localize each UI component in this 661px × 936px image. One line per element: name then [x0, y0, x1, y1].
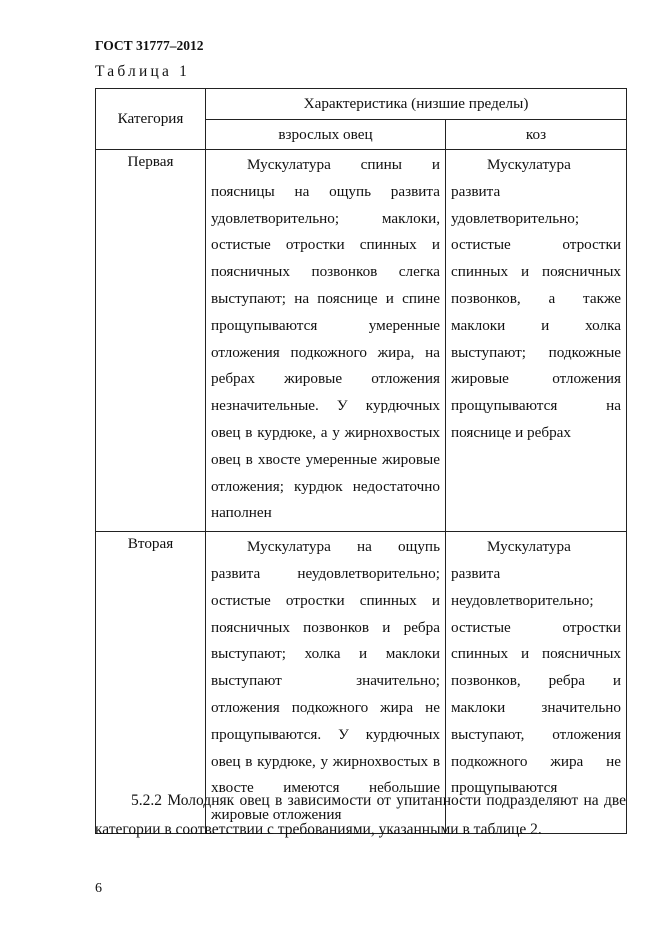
row-category: Вторая — [96, 532, 206, 834]
header-category: Категория — [96, 89, 206, 150]
row-goats-description: Мускулатура развита неудовлетворительно; остистые отростки спинных и поясничных позвонков, ребра и маклоки значительно выступают, отложения подкожного жира не прощупываются — [446, 532, 627, 834]
row-sheep-description: Мускулатура спины и поясницы на ощупь развита удовлетворительно; маклоки, остистые отростки спинных и поясничных позвонков слегка выступают; на пояснице и спине прощупываются умеренные отложения подкожного жира, на ребрах жировые отложения незначительные. У курдючных овец в курдюке, а у жирнохвостых овец в хвосте умеренные жировые отложения; курдюк недостаточно наполнен — [206, 150, 446, 532]
header-goats: коз — [446, 120, 627, 150]
row-goats-description: Мускулатура развита удовлетворительно; остистые отростки спинных и поясничных позвонков, а также маклоки и холка выступают; подкожные жировые отложения прощупываются на пояснице и ребрах — [446, 150, 627, 532]
row-sheep-description: Мускулатура на ощупь развита неудовлетворительно; остистые отростки спинных и поясничных позвонков и ребра выступают; холка и маклоки выступают значительно; отложения подкожного жира не прощупываются. У курдючных овец в курдюке, у жирнохвостых в хвосте имеются небольшие жировые отложения — [206, 532, 446, 834]
document-header: ГОСТ 31777–2012 — [95, 38, 204, 53]
row-category: Первая — [96, 150, 206, 532]
table-caption: Таблица 1 — [95, 63, 191, 80]
body-paragraph: 5.2.2 Молодняк овец в зависимости от упитанности подразделяют на две категории в соответствии с требованиями, указанными в таблице 2. — [95, 792, 626, 838]
header-characteristic: Характеристика (низшие пределы) — [206, 89, 627, 120]
characteristics-table — [95, 88, 627, 834]
header-adult-sheep: взрослых овец — [206, 120, 446, 150]
table-row — [96, 150, 627, 532]
page-number: 6 — [95, 881, 102, 896]
